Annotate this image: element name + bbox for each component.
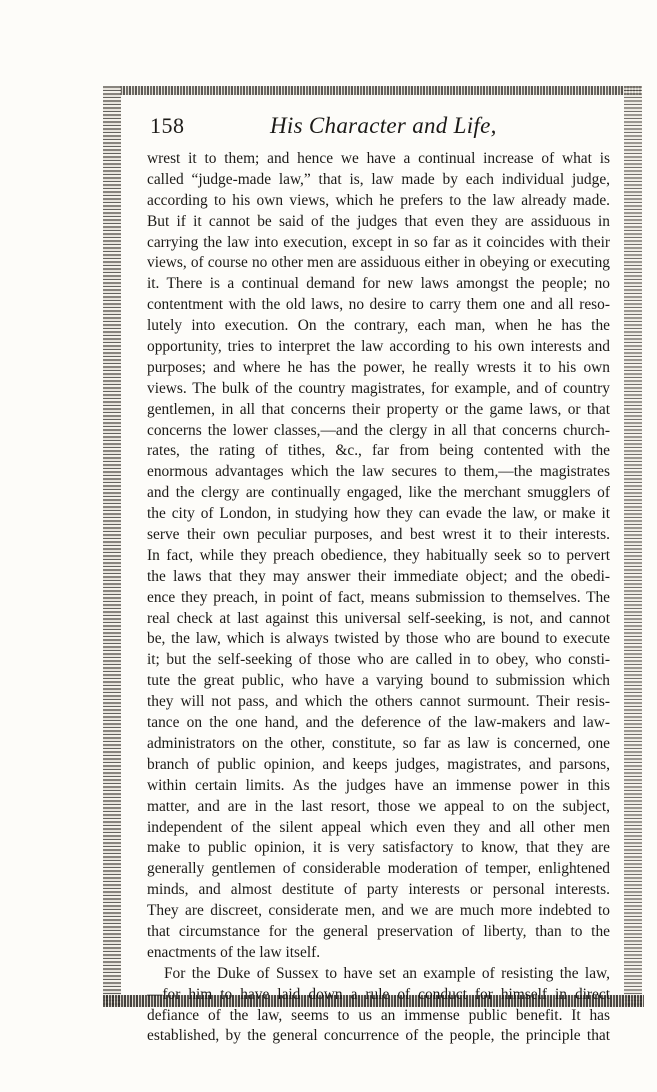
text-line: In fact, while they preach obedience, they habitually seek so to pervert (147, 546, 610, 564)
text-line: that circumstance for the general preservation of liberty, than to the (147, 922, 610, 940)
text-line: established, by the general concurrence of the people, the principle that (147, 1027, 610, 1045)
text-line: carrying the law into execution, except in so far as it coincides with their (147, 233, 610, 251)
text-line: it. There is a continual demand for new laws amongst the people; no (147, 275, 610, 293)
text-line: —for him to have laid down a rule of conduct for himself in direct (147, 985, 610, 1003)
text-line: gentlemen, in all that concerns their property or the game laws, or that (147, 400, 610, 418)
text-line: views. The bulk of the country magistrates, for example, and of country (147, 379, 610, 397)
text-line: it; but the self-seeking of those who are called in to obey, who consti- (147, 651, 610, 669)
text-line: and the clergy are continually engaged, like the merchant smugglers of (147, 484, 610, 502)
text-line: administrators on the other, constitute, so far as law is concerned, one (147, 734, 610, 752)
text-line: concerns the lower classes,—and the clergy in all that concerns church- (147, 421, 610, 439)
text-line: purposes; and where he has the power, he really wrests it to his own (147, 358, 610, 376)
text-line: enormous advantages which the law secures to them,—the magistrates (147, 463, 610, 481)
text-line: the city of London, in studying how they can evade the law, or make it (147, 505, 610, 523)
text-line: branch of public opinion, and keeps judges, magistrates, and parsons, (147, 755, 610, 773)
text-line: But if it cannot be said of the judges that even they are assiduous in (147, 212, 610, 230)
text-line: views, of course no other men are assiduous either in obeying or executing (147, 254, 610, 272)
text-line: generally gentlemen of considerable moderation of temper, enlightened (147, 860, 610, 878)
text-line: tute the great public, who have a varying bound to submission which (147, 672, 610, 690)
text-line: make to public opinion, it is very satisfactory to know, that they are (147, 839, 610, 857)
text-line: real check at last against this universal self-seeking, is not, and cannot (147, 609, 610, 627)
text-line: they will not pass, and which the others cannot surmount. Their resis- (147, 693, 610, 711)
text-line: independent of the silent appeal which even they and all other men (147, 818, 610, 836)
text-line: For the Duke of Sussex to have set an example of resisting the law, (164, 964, 610, 982)
body-text (147, 149, 610, 1047)
text-line: minds, and almost destitute of party interests or personal interests. (147, 881, 610, 899)
text-line: within certain limits. As the judges have an immense power in this (147, 776, 610, 794)
text-line: opportunity, tries to interpret the law according to his own interests and (147, 338, 610, 356)
text-line: tance on the one hand, and the deference of the law-makers and law- (147, 714, 610, 732)
text-line: rates, the rating of tithes, &c., far from being contented with the (147, 442, 610, 460)
text-line: called “judge-made law,” that is, law made by each individual judge, (147, 170, 610, 188)
text-line: contentment with the old laws, no desire to carry them one and all reso- (147, 296, 610, 314)
text-line: lutely into execution. On the contrary, each man, when he has the (147, 317, 610, 335)
text-line: matter, and are in the last resort, those we appeal to on the subject, (147, 797, 610, 815)
running-title: His Character and Life, (270, 113, 497, 138)
page-border-top (120, 86, 642, 95)
text-line: the laws that they may answer their immediate object; and the obedi- (147, 567, 610, 585)
text-line: ence they preach, in point of fact, means submission to themselves. The (147, 588, 610, 606)
page-border-right (624, 86, 642, 1007)
page-number: 158 (150, 113, 185, 138)
text-line: They are discreet, considerate men, and we are much more indebted to (147, 902, 610, 920)
text-line: wrest it to them; and hence we have a continual increase of what is (147, 150, 610, 167)
page-border-left (103, 86, 121, 1007)
text-line: enactments of the law itself. (147, 943, 321, 961)
text-line: serve their own peculiar purposes, and best wrest it to their interests. (147, 526, 610, 544)
text-line: according to his own views, which he prefers to the law already made. (147, 191, 610, 209)
text-line: defiance of the law, seems to us an immense public benefit. It has (147, 1006, 610, 1024)
text-line: be, the law, which is always twisted by those who are bound to execute (147, 630, 610, 648)
page-header (150, 113, 610, 145)
